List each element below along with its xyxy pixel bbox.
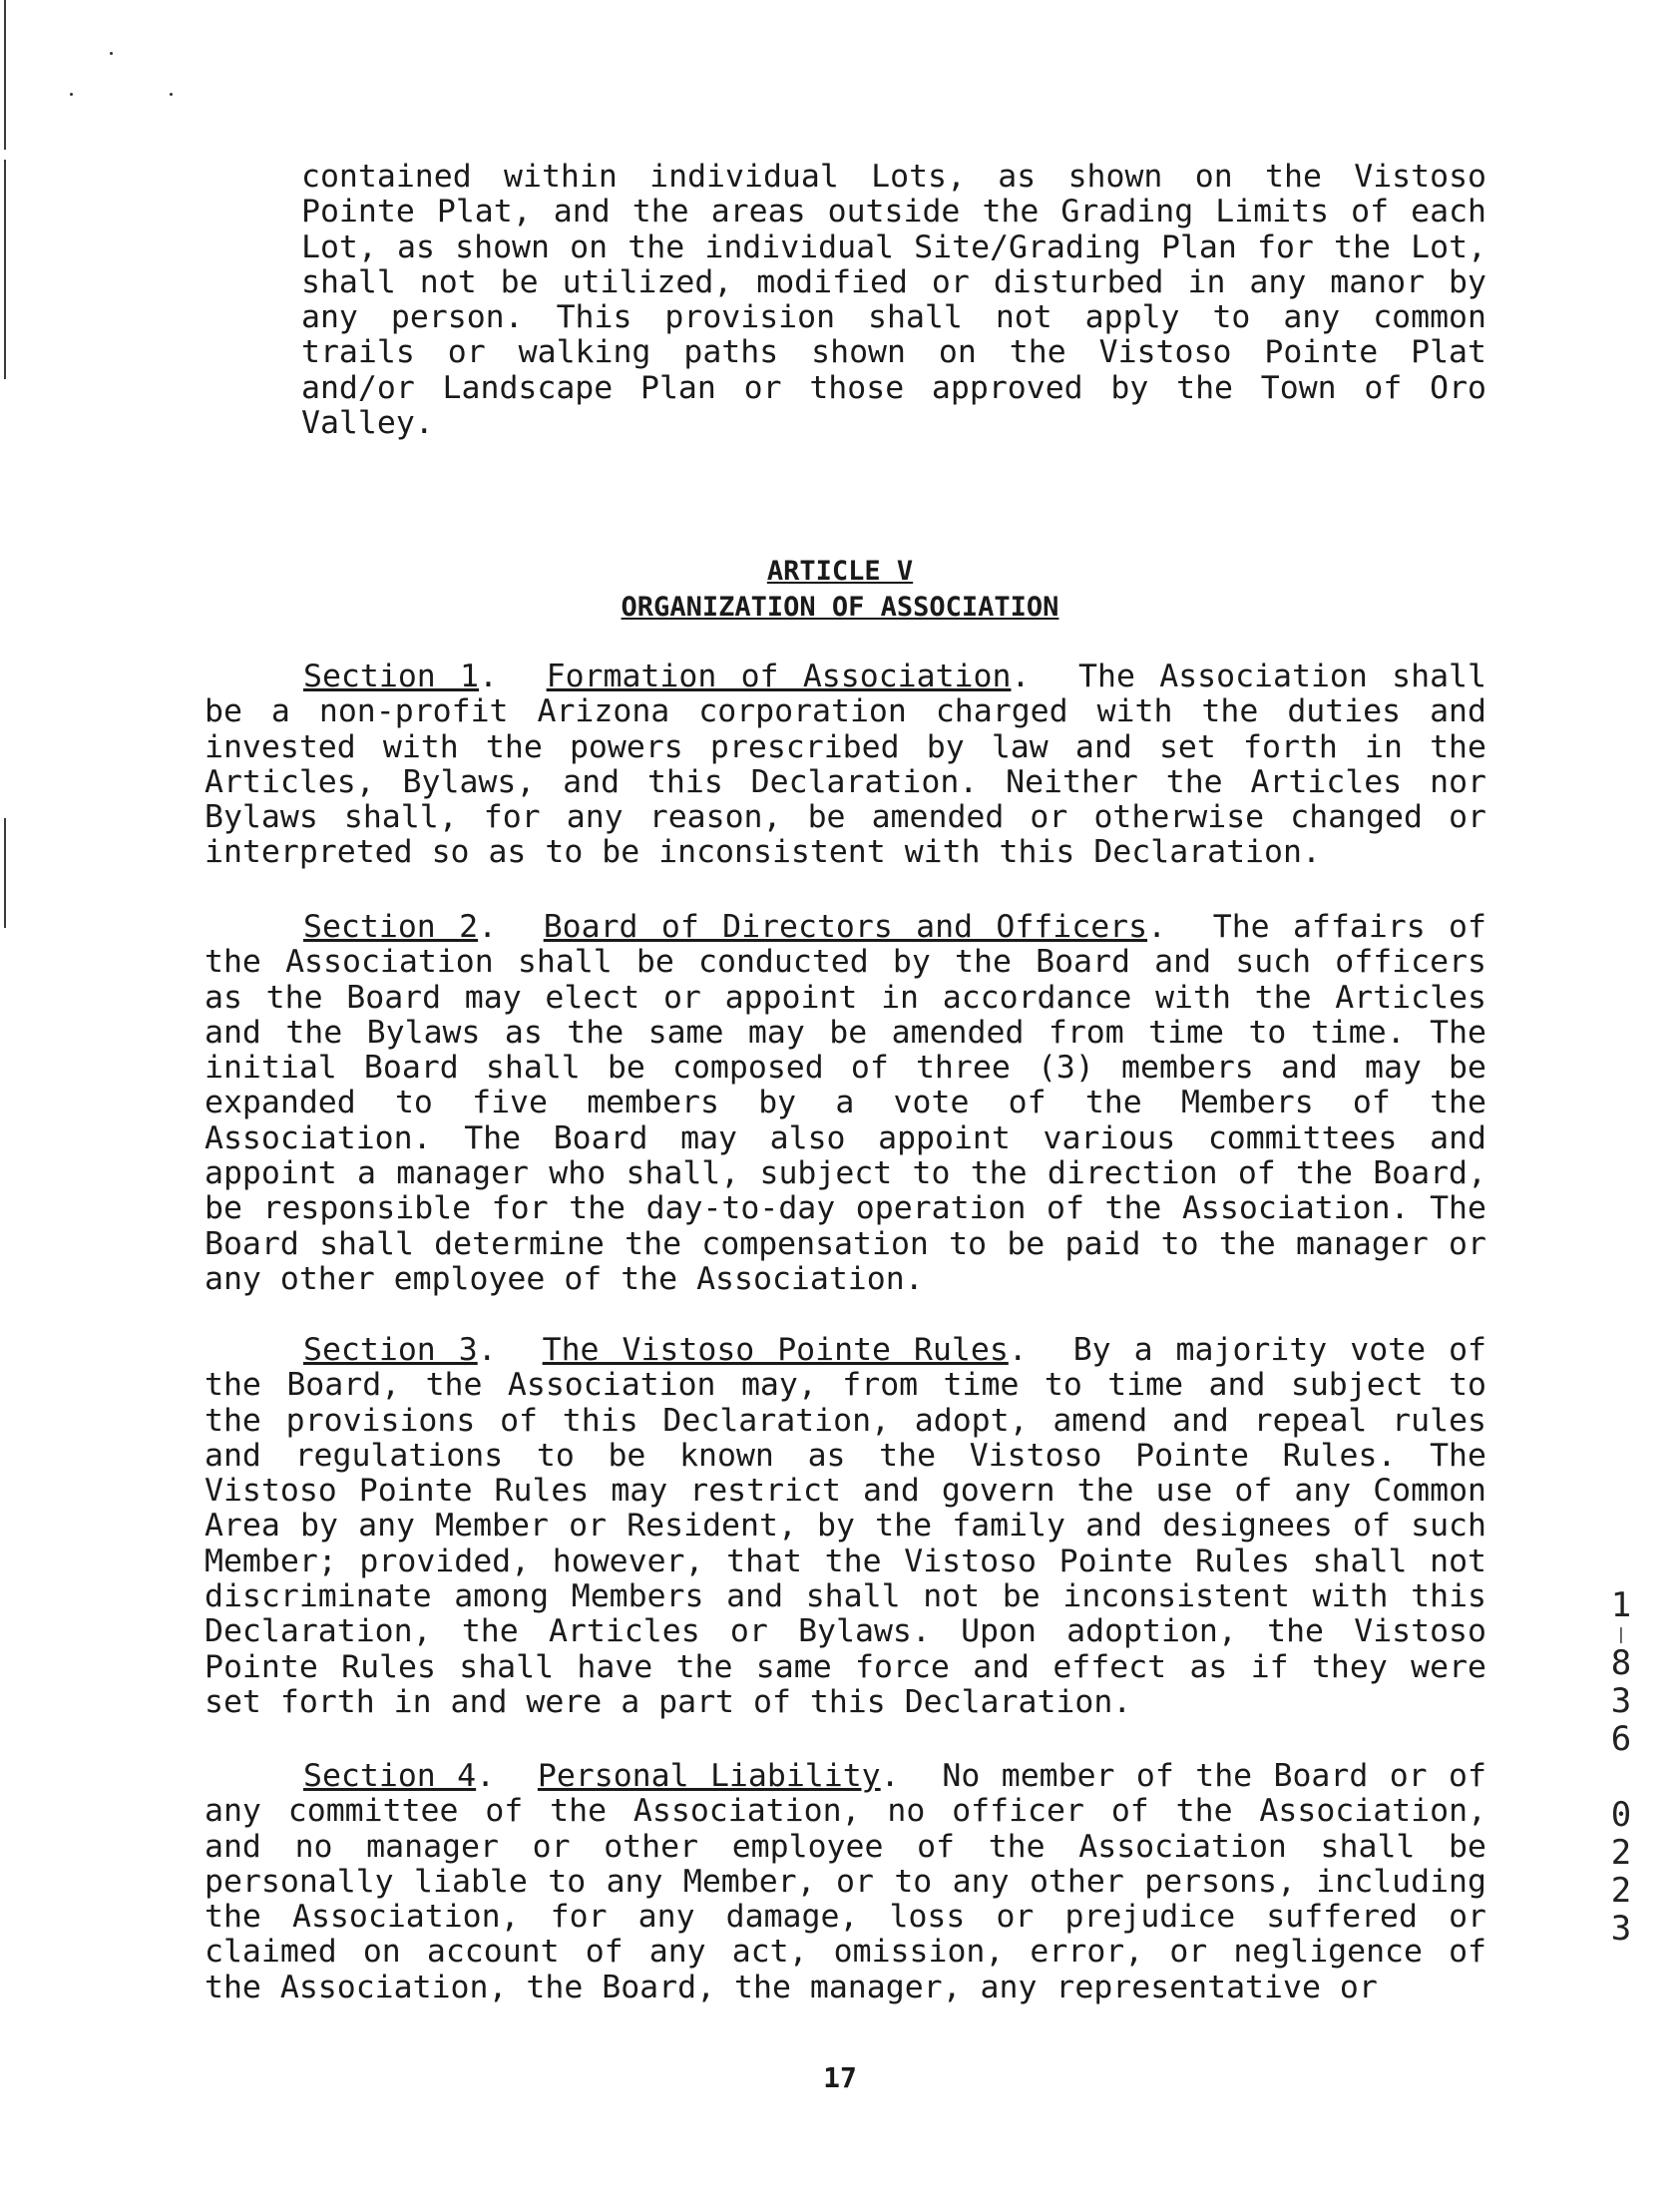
section-4-body: No member of the Board or of any committee of the Association, no officer of the Association, and no manager or other employee of the Association shall be personally liable to any Member, or to any other persons, including the Association, for any damage, loss or prejudice suffered or claimed on account of any act, omission, error, or negligence of the Association, the Board, the manager, any representative or [205, 1758, 1486, 2005]
section-4-label: Section 4 [303, 1758, 477, 1794]
scan-edge-line [4, 160, 6, 379]
recording-stamp-top [1601, 1586, 1641, 1758]
section-2-title: Board of Directors and Officers [543, 909, 1148, 945]
stamp-digit: 1 [1610, 1585, 1632, 1625]
page-number: 17 [823, 2061, 857, 2094]
article-number [0, 554, 1680, 589]
scan-speck [70, 93, 73, 96]
section-3-body: By a majority vote of the Board, the Association may, from time to time and subject to the provisions of this Declaration, adopt, amend and repeal rules and regulations to be known as the Vistoso Pointe Rules. The Vistoso Pointe Rules may restrict and govern the use of any Common Area by any Member or Resident, by the family and designees of such Member; provided, however, that the Vistoso Pointe Rules shall not discriminate among Members and shall not be inconsistent with this Declaration, the Articles or Bylaws. Upon adoption, the Vistoso Pointe Rules shall have the same force and effect as if they were set forth in and were a part of this Declaration. [205, 1332, 1487, 1720]
scan-edge-line [4, 0, 6, 150]
article-title-text: ORGANIZATION OF ASSOCIATION [621, 592, 1059, 623]
section-3-label: Section 3 [303, 1332, 478, 1368]
section-1: Section 1. Formation of Association. The Association shall be a non-profit Arizona corporation charged with the duties and invested with the powers prescribed by law and set forth in the Articles, Bylaws, and this Declaration. Neither the Articles nor Bylaws shall, for any reason, be amended or otherwise changed or interpreted so as to be inconsistent with this Declaration. [205, 659, 1486, 871]
stamp-digit: 3 [1610, 1681, 1632, 1721]
stamp-digit: 6 [1610, 1719, 1632, 1759]
section-1-body: The Association shall be a non-profit Arizona corporation charged with the duties and invested with the powers prescribed by law and set forth in the Articles, Bylaws, and this Declaration. Neither the Articles nor Bylaws shall, for any reason, be amended or otherwise changed or interpreted so as to be inconsistent with this Declaration. [205, 659, 1486, 871]
article-title [0, 590, 1680, 625]
stamp-digit: 8 [1610, 1643, 1632, 1683]
section-2-label: Section 2 [303, 909, 479, 945]
stamp-digit: 0 [1610, 1795, 1632, 1835]
section-2: Section 2. Board of Directors and Officers. The affairs of the Association shall be conducted by the Board and such officers as the Board may elect or appoint in accordance with the Articles and the Bylaws as the same may be amended from time to time. The initial Board shall be composed of three (3) members and may be expanded to five members by a vote of the Members of the Association. The Board may also appoint various committees and appoint a manager who shall, subject to the direction of the Board, be responsible for the day-to-day operation of the Association. The Board shall determine the compensation to be paid to the manager or any other employee of the Association. [205, 909, 1486, 1297]
section-2-body: The affairs of the Association shall be conducted by the Board and such officers as the Board may elect or appoint in accordance with the Articles and the Bylaws as the same may be amended from time to time. The initial Board shall be composed of three (3) members and may be expanded to five members by a vote of the Members of the Association. The Board may also appoint various committees and appoint a manager who shall, subject to the direction of the Board, be responsible for the day-to-day operation of the Association. The Board shall determine the compensation to be paid to the manager or any other employee of the Association. [205, 909, 1486, 1297]
scan-speck [110, 52, 113, 55]
section-4-title: Personal Liability [537, 1758, 881, 1794]
stamp-digit: 2 [1610, 1833, 1632, 1873]
section-3-title: The Vistoso Pointe Rules [542, 1332, 1009, 1368]
stamp-mark: | [1616, 1624, 1626, 1643]
section-1-label: Section 1 [303, 659, 480, 694]
intro-paragraph: contained within individual Lots, as shown on the Vistoso Pointe Plat, and the areas outside the Grading Limits of each Lot, as shown on the individual Site/Grading Plan for the Lot, shall not be utilized, modified or disturbed in any manor by any person. This provision shall not apply to any common trails or walking paths shown on the Vistoso Pointe Plat and/or Landscape Plan or those approved by the Town of Oro Valley. [301, 159, 1486, 442]
section-4: Section 4. Personal Liability. No member of the Board or of any committee of the Association, no officer of the Association, and no manager or other employee of the Association shall be personally liable to any Member, or to any other persons, including the Association, for any damage, loss or prejudice suffered or claimed on account of any act, omission, error, or negligence of the Association, the Board, the manager, any representative or [205, 1758, 1486, 2005]
scan-speck [170, 93, 173, 96]
article-number-text: ARTICLE V [766, 556, 914, 587]
stamp-digit: 3 [1610, 1909, 1632, 1949]
section-1-title: Formation of Association [546, 659, 1012, 694]
section-3: Section 3. The Vistoso Pointe Rules. By a majority vote of the Board, the Association may, from time to time and subject to the provisions of this Declaration, adopt, amend and repeal rules and regulations to be known as the Vistoso Pointe Rules. The Vistoso Pointe Rules may restrict and govern the use of any Common Area by any Member or Resident, by the family and designees of such Member; provided, however, that the Vistoso Pointe Rules shall not discriminate among Members and shall not be inconsistent with this Declaration, the Articles or Bylaws. Upon adoption, the Vistoso Pointe Rules shall have the same force and effect as if they were set forth in and were a part of this Declaration. [205, 1332, 1487, 1720]
scan-edge-line [4, 818, 6, 928]
stamp-digit: 2 [1610, 1871, 1632, 1911]
recording-stamp-bottom [1601, 1796, 1641, 1948]
